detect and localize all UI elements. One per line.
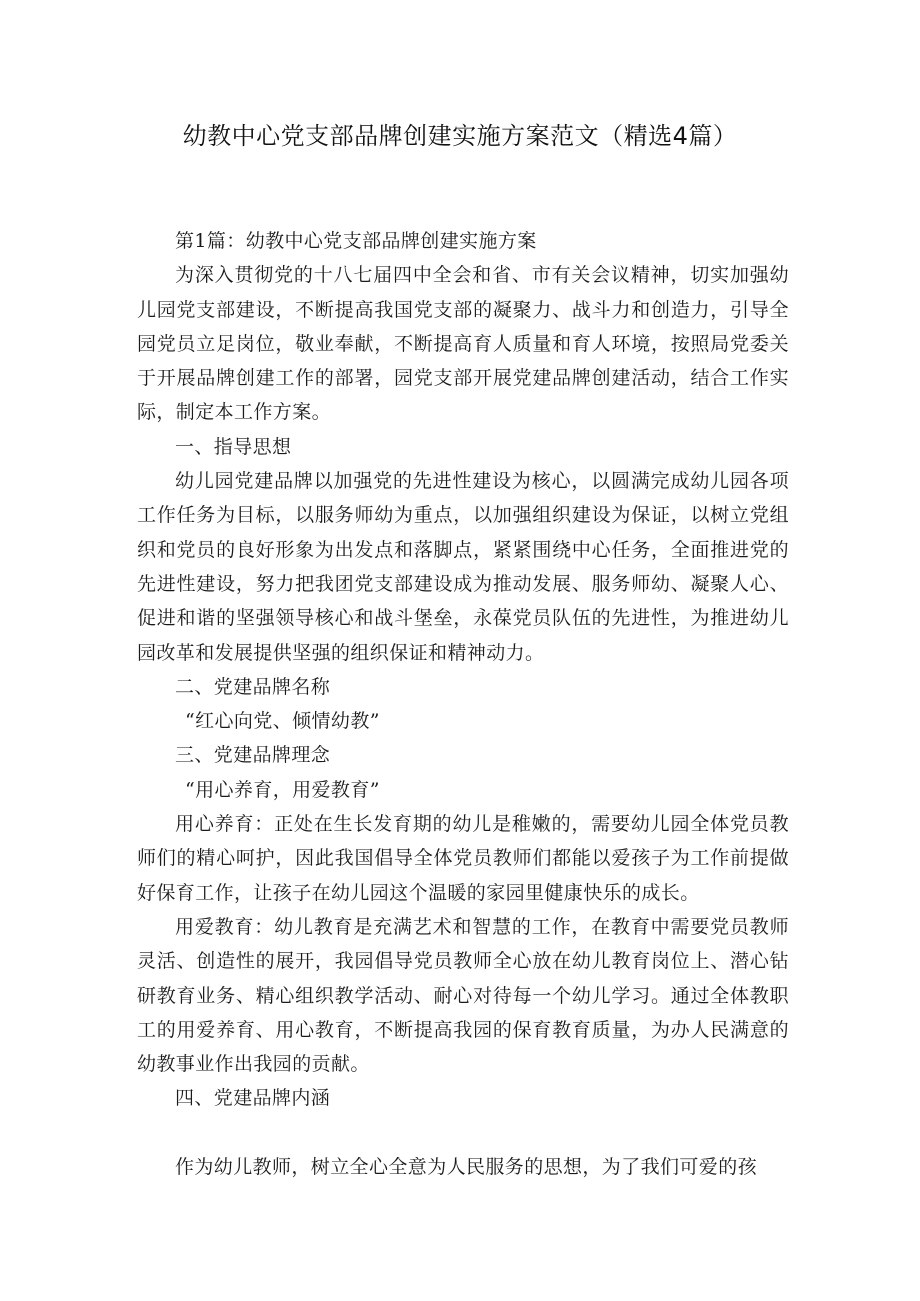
brand-name-quote: “红心向党、倾情幼教”: [185, 710, 380, 733]
intro-paragraph: 为深入贯彻党的十八七届四中全会和省、市有关会议精神，切实加强幼儿园党支部建设，不断提高我国党支部的凝聚力、战斗力和创造力，引导全园党员立足岗位，敬业奉献，不断提高育人质量和育人环境，按照局党委关于开展品牌创建工作的部署，园党支部开展党建品牌创建活动，结合工作实际，制定本工作方案。: [137, 264, 789, 424]
document-title: 幼教中心党支部品牌创建实施方案范文（精选4篇）: [182, 122, 738, 150]
section-heading-brand-concept: 三、党建品牌理念: [175, 744, 331, 767]
document-body: [137, 224, 789, 1184]
nurture-with-heart-paragraph: 用心养育：正处在生长发育期的幼儿是稚嫩的，需要幼儿园全体党员教师们的精心呵护，因此我国倡导全体党员教师们都能以爱孩子为工作前提做好保育工作，让孩子在幼儿园这个温暖的家园里健康快乐的成长。: [137, 813, 789, 904]
chapter-heading: 第1篇：幼教中心党支部品牌创建实施方案: [175, 230, 537, 252]
section-heading-brand-connotation: 四、党建品牌内涵: [175, 1087, 331, 1110]
section-heading-guiding-ideology: 一、指导思想: [175, 435, 292, 458]
educate-with-love-paragraph: 用爱教育：幼儿教育是充满艺术和智慧的工作，在教育中需要党员教师灵活、创造性的展开，我园倡导党员教师全心放在幼儿教育岗位上、潜心钻研教育业务、精心组织教学活动、耐心对待每一个幼儿学习。通过全体教职工的用爱养育、用心教育，不断提高我园的保育教育质量，为办人民满意的幼教事业作出我园的贡献。: [137, 915, 789, 1076]
section-heading-brand-name: 二、党建品牌名称: [175, 675, 331, 698]
connotation-paragraph: 作为幼儿教师，树立全心全意为人民服务的思想，为了我们可爱的孩: [175, 1155, 758, 1178]
guiding-ideology-paragraph: 幼儿园党建品牌以加强党的先进性建设为核心，以圆满完成幼儿园各项工作任务为目标，以服务师幼为重点，以加强组织建设为保证，以树立党组织和党员的良好形象为出发点和落脚点，紧紧围绕中心任务，全面推进党的先进性建设，努力把我团党支部建设成为推动发展、服务师幼、凝聚人心、促进和谐的坚强领导核心和战斗堡垒，永葆党员队伍的先进性，为推进幼儿园改革和发展提供坚强的组织保证和精神动力。: [137, 470, 789, 664]
brand-concept-quote: “用心养育，用爱教育”: [185, 778, 380, 801]
